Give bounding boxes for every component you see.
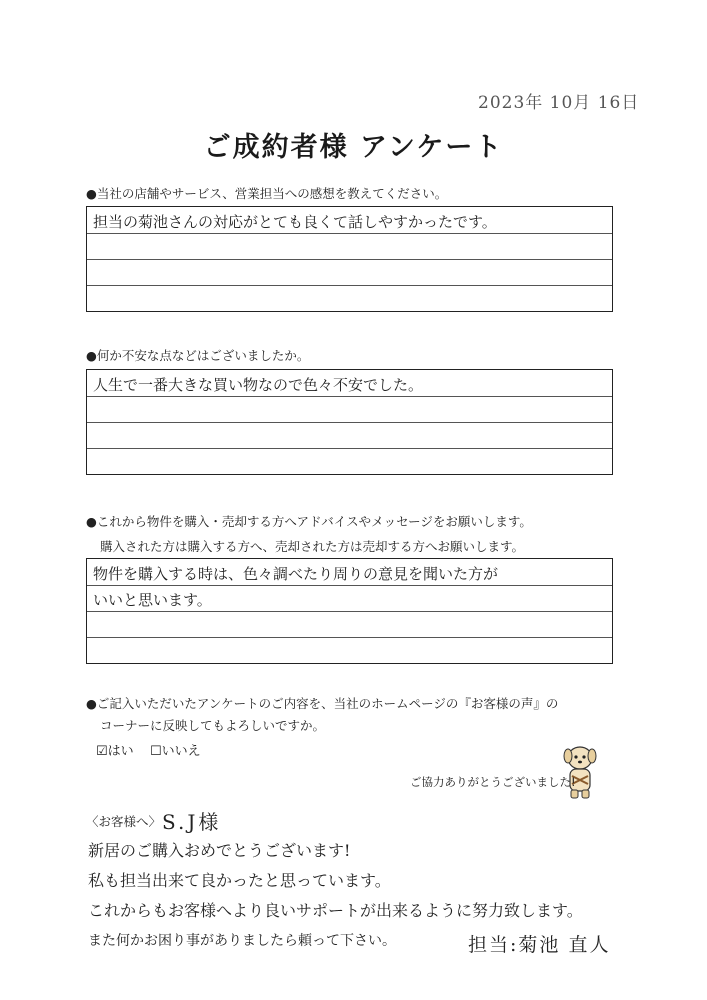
- consent-no-option[interactable]: [150, 740, 201, 759]
- message-to-label: 〈お客様へ〉: [86, 814, 162, 829]
- consent-yes-label: はい: [107, 744, 134, 759]
- answer-box-3: [86, 558, 613, 664]
- message-line-4: また何かお困り事がありましたら頼って下さい。: [88, 933, 396, 949]
- answer-line-divider: [87, 259, 612, 260]
- question-3-note: 購入された方は購入する方へ、売却された方は売却する方へお願いします。: [100, 539, 525, 554]
- consent-yes-option[interactable]: [96, 740, 134, 759]
- answer-line-divider: [87, 637, 612, 638]
- answer-line-divider: [87, 585, 612, 586]
- answer-line-divider: [87, 396, 612, 397]
- consent-question-line-2: コーナーに反映してもよろしいですか。: [100, 718, 326, 733]
- answer-line-divider: [87, 611, 612, 612]
- survey-date: 2023年 10月 16日: [478, 93, 640, 113]
- message-line-3: これからもお客様へより良いサポートが出来るように努力致します。: [88, 901, 583, 920]
- answer-box-2: [86, 369, 613, 475]
- answer-3-line-2: いいと思います。: [93, 591, 212, 609]
- dog-mascot-icon: [562, 744, 598, 800]
- answer-box-1: [86, 206, 613, 312]
- question-1: ●当社の店舗やサービス、営業担当への感想を教えてください。: [86, 186, 448, 201]
- page-title: ご成約者様 アンケート: [203, 132, 504, 163]
- answer-1-line-1: 担当の菊池さんの対応がとても良くて話しやすかったです。: [93, 213, 497, 231]
- thanks-message: ご協力ありがとうございました!: [410, 775, 576, 789]
- checkbox-empty-icon[interactable]: ☐: [150, 744, 162, 759]
- checkbox-checked-icon[interactable]: ☑: [96, 744, 108, 759]
- answer-line-divider: [87, 422, 612, 423]
- staff-signature: 担当:菊池 直人: [468, 934, 611, 956]
- message-line-2: 私も担当出来て良かったと思っています。: [88, 871, 391, 890]
- consent-no-label: いいえ: [161, 744, 201, 759]
- answer-line-divider: [87, 448, 612, 449]
- question-3: ●これから物件を購入・売却する方へアドバイスやメッセージをお願いします。: [86, 514, 532, 529]
- answer-line-divider: [87, 233, 612, 234]
- answer-line-divider: [87, 285, 612, 286]
- question-2: ●何か不安な点などはございましたか。: [86, 348, 310, 363]
- consent-question-line-1: ●ご記入いただいたアンケートのご内容を、当社のホームページの『お客様の声』の: [86, 696, 559, 711]
- answer-2-line-1: 人生で一番大きな買い物なので色々不安でした。: [93, 376, 424, 394]
- answer-3-line-1: 物件を購入する時は、色々調べたり周りの意見を聞いた方が: [93, 565, 499, 583]
- recipient-name: S.J様: [162, 810, 222, 834]
- message-line-1: 新居のご購入おめでとうございます!: [88, 841, 351, 860]
